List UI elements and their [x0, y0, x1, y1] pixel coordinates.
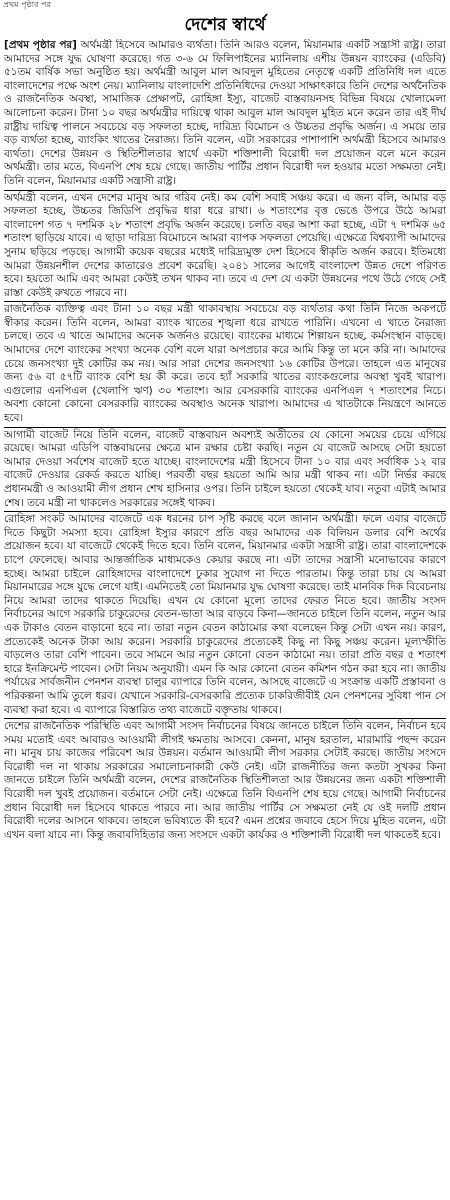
paragraph-text: রোহিঙ্গা সংকট আমাদের বাজেটে এক ধরনের চাপ সৃষ্টি করছে বলে জানান অর্থমন্ত্রী। ফলে এবার বাজেটে দিতে কিছুটা সমস্যা হবে। রোহিঙ্গা ইস্যুর কারণে প্রতি বছর আমাদের এক বিলিয়ন ডলার বেশি অর্থের প্রয়োজন হবে। যা বাজেটে থেকেই দিতে হবে। তিনি বলেন, মিয়ানমার একটা সন্ত্রাসী রাষ্ট্র। তারা বাংলাদেশকে চাপে ফেলেছে। আবার আন্তর্জাতিক মাধ্যমকেও কেয়ার করছে না। এটা তাদের সন্ত্রাসী মনোভাবের কারণে হচ্ছে। আমরা চাইলে রোহিঙ্গাদের বাংলাদেশে ঢুকার সুযোগ না দিতে পারতাম। কিন্তু তারা চায় যে আমরা মিয়ানমারের সঙ্গে যুদ্ধে লেগে যাই। এমনিতেই তো মিয়ানমার যুদ্ধ ঘোষণা করেছে। তাই মানবিক দিক বিবেচনায় নিয়ে আমরা তাদের থাকতে দিয়েছি। এখন যে কোনো মূল্যে তাদের ফেরত নিতে হবে। জাতীয় সংসদ নির্বাচনের আগে সরকারি চাকুরেদের বেতন-ভাতা আর বাড়বে কিনা—জানতে চাইলে তিনি বলেন, নতুন আর এক টাকাও বেতন বাড়ানো হবে না। তারা নতুন বেতন কাঠামোর কথা বলেছেন কিন্তু সেটা এখন নয়। কারণ, প্রত্যেকেই অনেক টাকা আয় করেন। সরকারি চাকুরেদের প্রত্যেকেই কিছু না কিছু সঞ্চয় করেন। মূল্যস্ফীতি বাড়লেও তারা বেশি পাবেন। তবে সামনে আর নতুন কোনো বেতন কাঠামো নয়। তারা প্রতি বছর ৫ শতাংশ হারে ইনক্রিমেন্ট পাবেন। সেটা নিয়ম অনুযায়ী। এমন কি আর কোনো বেতন কমিশন গঠন করা হবে না। জাতীয় পর্যায়ের সার্বজনীন পেনশন ব্যবস্থা চালুর ব্যাপারে তিনি বলেন, আসছে বাজেটে এ সংক্রান্ত একটি প্রস্তাবনা ও পরিকল্পনা আমি তুলে ধরব। যেখানে সরকারি-বেসরকারি প্রত্যেক চাকরিজীবীই যেন পেনশনের সুবিধা পান সে ব্যবস্থা করা হবে। এ ব্যাপারে বিস্তারিত তথ্য বাজেটে বক্তৃতায় থাকবে।: [4, 513, 446, 716]
paragraph-text: অর্থমন্ত্রী বলেন, এখন দেশের মানুষ আর গরিব নেই। কম বেশি সবাই সঞ্চয় করে। এ জন্য বলি, আমার বড় সফলতা হচ্ছে, উচ্চতর জিডিপি প্রবৃদ্ধির ধারা ধরে রাখা। ৬ শতাংশের বৃত্ত ভেঙে উপরে উঠে আমরা বাংলাদেশ গত ৭ দশমিক ২৮ শতাংশ প্রবৃদ্ধি অর্জন করেছে। চলতি বছর আশা করা হচ্ছে, এটা ৭ দশমিক ৬৫ শতাংশ ছাড়িয়ে যাবে। এ ছাড়া দারিদ্র্য বিমোচনে আমরা ব্যাপক সফলতা পেয়েছি। এক্ষেত্রে বিশ্বব্যাপী আমাদের সুনাম ছড়িয়ে পড়ছে। আগামী কয়েক বছরের মধ্যেই দারিদ্র্যমুক্ত দেশ হিসেবে স্বীকৃতি অর্জন করবে। ইতিমধ্যে আমরা উন্নয়নশীল দেশের কাতারেও প্রবেশ করেছি। ২০৪১ সালের আগেই বাংলাদেশ উন্নত দেশে পরিণত হবে। হয়তো আমি এবং আমরা কেউই তখন থাকব না। তবে এ দেশ যে একটা উন্নয়নের পথে উঠে গেছে সেই রাস্তা কেউই রুখতে পারবে না।: [4, 191, 446, 299]
paragraph-text: অর্থমন্ত্রী হিসেবে আমারও ব্যর্থতা। তিনি আরও বলেন, মিয়ানমার একটি সন্ত্রাসী রাষ্ট্র। তারা আমাদের সঙ্গে যুদ্ধ ঘোষণা করেছে। গত ৩-৬ মে ফিলিপাইনের ম্যানিলায় এশীয় উন্নয়ন ব্যাংকের (এডিবি) ৫১তম বার্ষিক সভা অনুষ্ঠিত হয়। অর্থমন্ত্রী আবুল মাল আবদুল মুহিতের নেতৃত্বে একটি প্রতিনিধি দল এতে বাংলাদেশের পক্ষে অংশ নেয়। ম্যানিলায় বাংলাদেশি প্রতিনিধিদের দেওয়া সাক্ষাৎকারে তিনি দেশের অর্থনৈতিক ও রাজনৈতিক অবস্থা, সামাজিক প্রেক্ষাপট, রোহিঙ্গা ইস্যু, বাজেট বাস্তবায়নসহ বিভিন্ন বিষয়ে খোলামেলা আলোচনা করেন। টানা ১০ বছর অর্থমন্ত্রীর দায়িত্বে থাকা আবুল মাল আবদুল মুহিত মনে করেন তার এই দীর্ঘ রাষ্ট্রীয় দায়িত্ব পালনে সবচেয়ে বড় সফলতা হচ্ছে, দারিদ্র্য বিমোচন ও উচ্চতর প্রবৃদ্ধি অর্জন। এ সময়ে তার বড় ব্যর্থতা হচ্ছে, ব্যাংকিং খাতের নৈরাজ্য। তিনি বলেন, এটা সরকারের পাশাপাশি অর্থমন্ত্রী হিসেবে আমারও ব্যর্থতা। দেশের উন্নয়ন ও স্থিতিশীলতার স্বার্থে একটা শক্তিশালী বিরোধী দল প্রয়োজন বলে মনে করেন অর্থমন্ত্রী। তার মতে, বিএনপি শেষ হয়ে গেছে। জাতীয় পার্টির প্রধান বিরোধী দল হওয়ার মতো সক্ষমতা নেই। তিনি বলেন, মিয়ানমার একটি সন্ত্রাসী রাষ্ট্র।: [4, 39, 446, 187]
article-paragraph: [4, 428, 446, 513]
article-body: [4, 39, 446, 1195]
article-paragraph: [4, 39, 446, 191]
article-headline: দেশের স্বার্থে: [184, 15, 266, 35]
article-paragraph: [4, 719, 446, 843]
page-masthead: প্রথম পৃষ্ঠার পর: [3, 0, 51, 9]
continuation-tag: [প্রথম পৃষ্ঠার পর]: [4, 39, 77, 51]
article-paragraph: [4, 512, 446, 719]
paragraph-text: রাজনৈতিক ব্যক্তিত্ব এবং টানা ১০ বছর মন্ত্রী থাকাবস্থায় সবচেয়ে বড় ব্যর্থতার কথা তিনি নিজে অকপটে স্বীকার করেন। তিনি বলেন, আমরা ব্যাংক খাতের শৃঙ্খলা ধরে রাখতে পারিনি। এখনো এ খাতে নৈরাজ্য চলছে। তবে এ খাতে আমাদের অনেক অর্জনও রয়েছে। ব্যাংকের মাধ্যমে শিল্পায়ন হচ্ছে, কর্মসংস্থান বাড়ছে। আমাদের দেশে ব্যাংকের সংখ্যা অনেক বেশি বলে যারা অপপ্রচার করে আমি কিন্তু তা মনে করি না। আমাদের চেয়ে জনসংখ্যা দুই কোটির কম নয়। আর সারা দেশের জনসংখ্যা ১৬ কোটির উপরে। তাহলে এত মানুষের জন্য ৫৬ বা ৫৭টি ব্যাংক বেশি হয় কী করে। তবে হ্যাঁ সরকারি খাতের ব্যাংকগুলোর অবস্থা খুবই খারাপ। এগুলোর এনপিএল (খেলাপি ঋণ) ৩০ শতাংশ। আর বেসরকারি ব্যাংকের এনপিএল ৭ শতাংশের নিচে। অবশ্য কোনো কোনো বেসরকারি ব্যাংকের অবস্থাও অনেক খারাপ। আমাদের এ খাতটাকে নিয়ন্ত্রণে আনতে হবে।: [4, 303, 446, 425]
paragraph-text: আগামী বাজেট নিয়ে তিনি বলেন, বাজেট বাস্তবায়ন অবশ্যই অতীতের যে কোনো সময়ের চেয়ে এগিয়ে রয়েছে। আমরা এডিপি বাস্তবায়নের ক্ষেত্রে মান রক্ষার চেষ্টা করছি। নতুন যে বাজেট আসছে সেটা হয়তো আমার দেওয়া সর্বশেষ বাজেট হতে যাচ্ছে। বাংলাদেশের মন্ত্রী হিসেবে টানা ১০ বার এবং সর্বাধিক ১২ বার বাজেট দেওয়ার রেকর্ড করতে যাচ্ছি। পরবর্তী বছর হয়তো আমি আর মন্ত্রী থাকব না। এটা নির্ভর করছে প্রধানমন্ত্রী ও আওয়ামী লীগ প্রধান শেখ হাসিনার ওপর। তিনি চাইলে হয়তো থেকেই যাব। নতুবা এটাই আমার শেষ। তবে মন্ত্রী না থাকলেও সরকারের সঙ্গেই থাকব।: [4, 428, 446, 509]
paragraph-text: দেশের রাজনৈতিক পরিস্থিতি এবং আগামী সংসদ নির্বাচনের বিষয়ে জানতে চাইলে তিনি বলেন, নির্বাচন হবে সময় মতোই এবং আবারও আওয়ামী লীগই ক্ষমতায় আসবে। কেননা, মানুষ হরতাল, মারামারি পছন্দ করেন না। মানুষ চায় কাজের পরিবেশ আর উন্নয়ন। বর্তমান আওয়ামী লীগ সরকার সেটাই করছে। জাতীয় সংসদে বিরোধী দল না থাকায় সরকারের সমালোচনাকারী কেউ নেই। এটা রাজনীতির জন্য কতটা সুখকর কিনা জানতে চাইলে তিনি অর্থমন্ত্রী বলেন, দেশের রাজনৈতিক স্থিতিশীলতা আর উন্নয়নের জন্য একটা শক্তিশালী বিরোধী দল খুবই প্রয়োজন। বর্তমানে সেটা নেই। এক্ষেত্রে তিনি বিএনপি শেষ হয়ে গেছে। আগামী নির্বাচনের প্রধান বিরোধী দল হিসেবে থাকতে পারবে না। আর জাতীয় পার্টির সে সক্ষমতা নেই যে ওই দলটি প্রধান বিরোধী দলের আসনে থাকবে। তাহলে ভবিষ্যতে কী হবে? এমন প্রশ্নের জবাবে হেসে দিয়ে মুহিত বলেন, এটা এখন বলা যাবে না। কিন্তু জবাবদিহিতার জন্য সংসদে একটা কার্যকর ও শক্তিশালী বিরোধী দল থাকতেই হবে।: [4, 720, 446, 841]
article-paragraph: [4, 302, 446, 427]
article-paragraph: [4, 191, 446, 303]
